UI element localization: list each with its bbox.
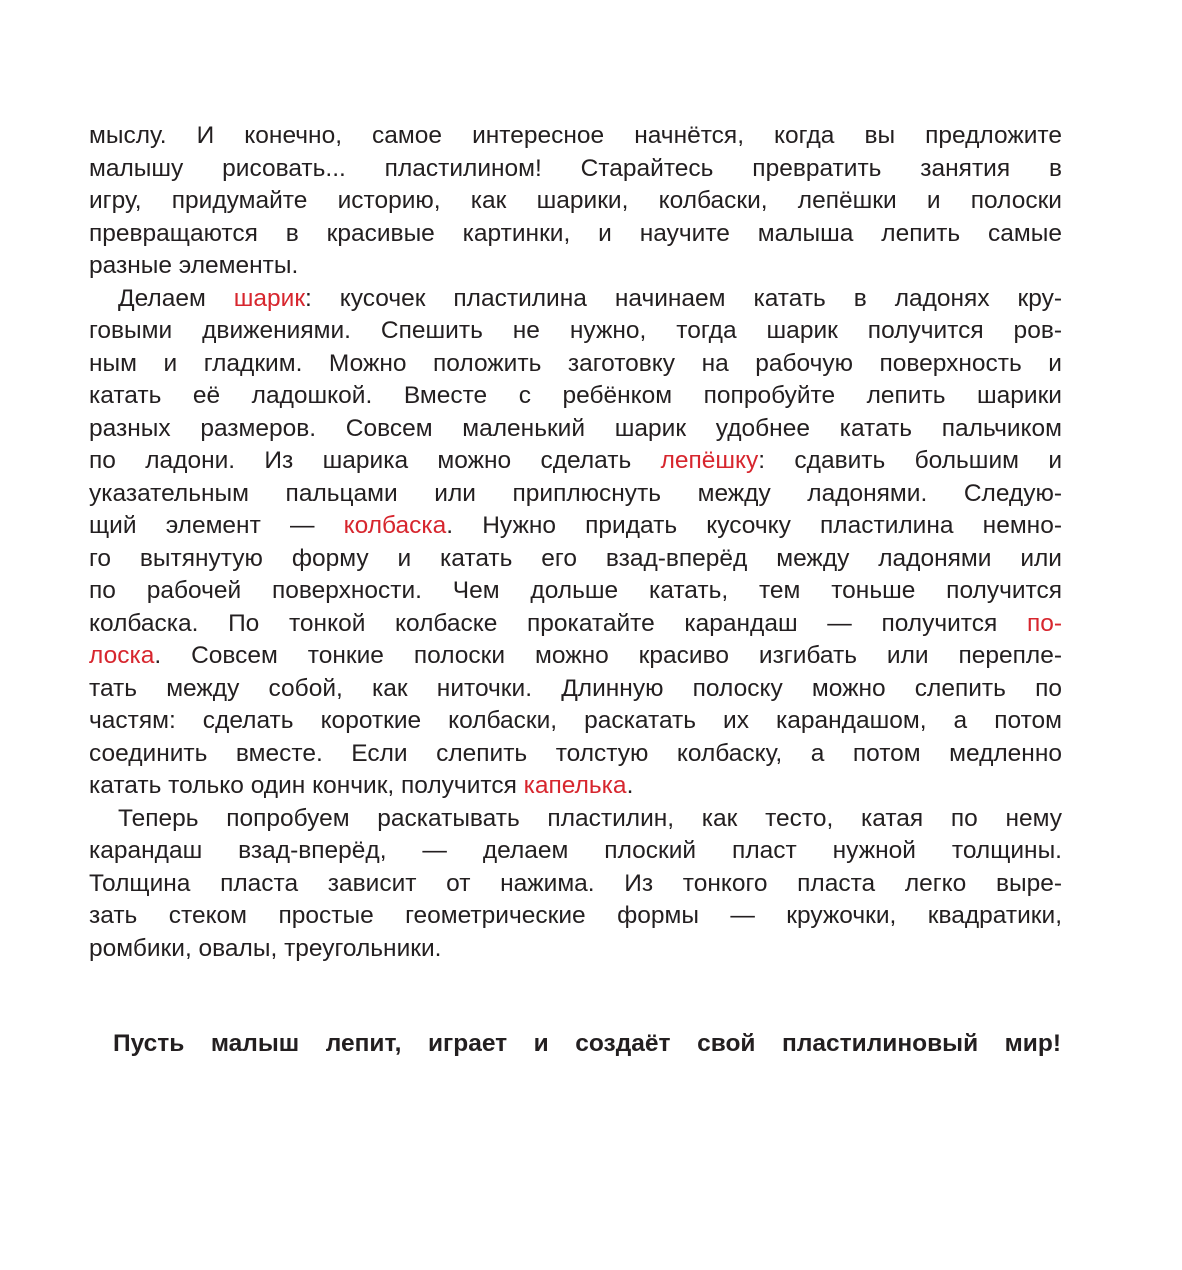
text-segment: мыслу. И конечно, самое интересное начнётся, когда вы предложите [89, 122, 1062, 149]
text-line [89, 738, 1062, 771]
text-line [89, 153, 1062, 186]
text-segment: катать её ладошкой. Вместе с ребёнком попробуйте лепить шарики [89, 382, 1062, 409]
closing-statement: Пусть малыш лепит, играет и создаёт свой пластилиновый мир! [113, 1030, 1061, 1057]
text-line [89, 543, 1062, 576]
highlighted-term: по- [1026, 609, 1062, 637]
text-segment: : сдавить большим и [758, 447, 1063, 474]
text-segment: щий элемент — [89, 512, 344, 539]
text-line [89, 933, 1062, 966]
text-line [89, 608, 1062, 641]
text-segment: ным и гладким. Можно положить заготовку на рабочую поверхность и [89, 349, 1062, 377]
text-segment: по рабочей поверхности. Чем дольше катать, тем тоньше получится [89, 577, 1062, 604]
text-line [89, 380, 1062, 413]
text-segment: го вытянутую форму и катать его взад-вперёд между ладонями или [89, 544, 1062, 572]
body-text [89, 120, 1062, 965]
text-line [89, 250, 1062, 283]
text-segment: ромбики, овалы, треугольники. [89, 934, 442, 962]
text-segment: разные элементы. [89, 252, 299, 279]
text-segment: указательным пальцами или приплюснуть между ладонями. Следую- [89, 479, 1062, 507]
text-line [89, 185, 1062, 218]
text-segment: Толщина пласта зависит от нажима. Из тонкого пласта легко выре- [89, 869, 1062, 897]
highlighted-term: колбаска [343, 512, 447, 539]
text-line [89, 640, 1062, 673]
text-segment: соединить вместе. Если слепить толстую колбаску, а потом медленно [89, 739, 1062, 767]
text-segment: превращаются в красивые картинки, и научите малыша лепить самые [89, 219, 1062, 247]
text-segment: малышу рисовать... пластилином! Старайтесь превратить занятия в [89, 154, 1062, 182]
text-line [89, 575, 1062, 608]
text-segment: Теперь попробуем раскатывать пластилин, как тесто, катая по нему [118, 804, 1062, 832]
text-segment: колбаска. По тонкой колбаске прокатайте карандаш — получится [89, 609, 1027, 637]
text-line [89, 348, 1062, 381]
text-line [89, 413, 1062, 446]
text-line [89, 120, 1062, 153]
text-segment: по ладони. Из шарика можно сделать [89, 447, 661, 474]
text-segment: говыми движениями. Спешить не нужно, тогда шарик получится ров- [89, 317, 1062, 344]
text-line [89, 900, 1062, 933]
text-segment: катать только один кончик, получится [89, 772, 524, 799]
text-line [89, 315, 1062, 348]
highlighted-term: капелька [523, 772, 627, 799]
text-line [89, 835, 1062, 868]
text-line [89, 705, 1062, 738]
paragraph [89, 283, 1062, 803]
text-line [89, 868, 1062, 901]
paragraph [89, 803, 1062, 966]
text-segment: . Совсем тонкие полоски можно красиво изгибать или перепле- [154, 642, 1062, 669]
text-line [89, 283, 1062, 316]
text-line [89, 218, 1062, 251]
text-segment: Делаем [118, 284, 234, 312]
text-segment: тать между собой, как ниточки. Длинную полоску можно слепить по [89, 674, 1062, 702]
text-line [89, 673, 1062, 706]
paragraph [89, 120, 1062, 283]
highlighted-term: шарик [233, 284, 306, 312]
text-line [89, 803, 1062, 836]
text-line [89, 510, 1062, 543]
text-segment: карандаш взад-вперёд, — делаем плоский пласт нужной толщины. [89, 837, 1062, 864]
text-line [89, 445, 1062, 478]
text-segment: игру, придумайте историю, как шарики, колбаски, лепёшки и полоски [89, 187, 1062, 214]
highlighted-term: лоска [89, 642, 155, 669]
text-segment: разных размеров. Совсем маленький шарик удобнее катать пальчиком [89, 414, 1062, 442]
text-segment: . [626, 772, 634, 799]
text-segment: зать стеком простые геометрические формы — кружочки, квадратики, [89, 902, 1062, 929]
text-line [89, 770, 1062, 803]
highlighted-term: лепёшку [660, 447, 759, 474]
text-segment: частям: сделать короткие колбаски, раскатать их карандашом, а потом [89, 707, 1062, 734]
text-segment: : кусочек пластилина начинаем катать в ладонях кру- [305, 284, 1062, 312]
text-segment: . Нужно придать кусочку пластилина немно- [446, 512, 1062, 539]
text-line [89, 478, 1062, 511]
